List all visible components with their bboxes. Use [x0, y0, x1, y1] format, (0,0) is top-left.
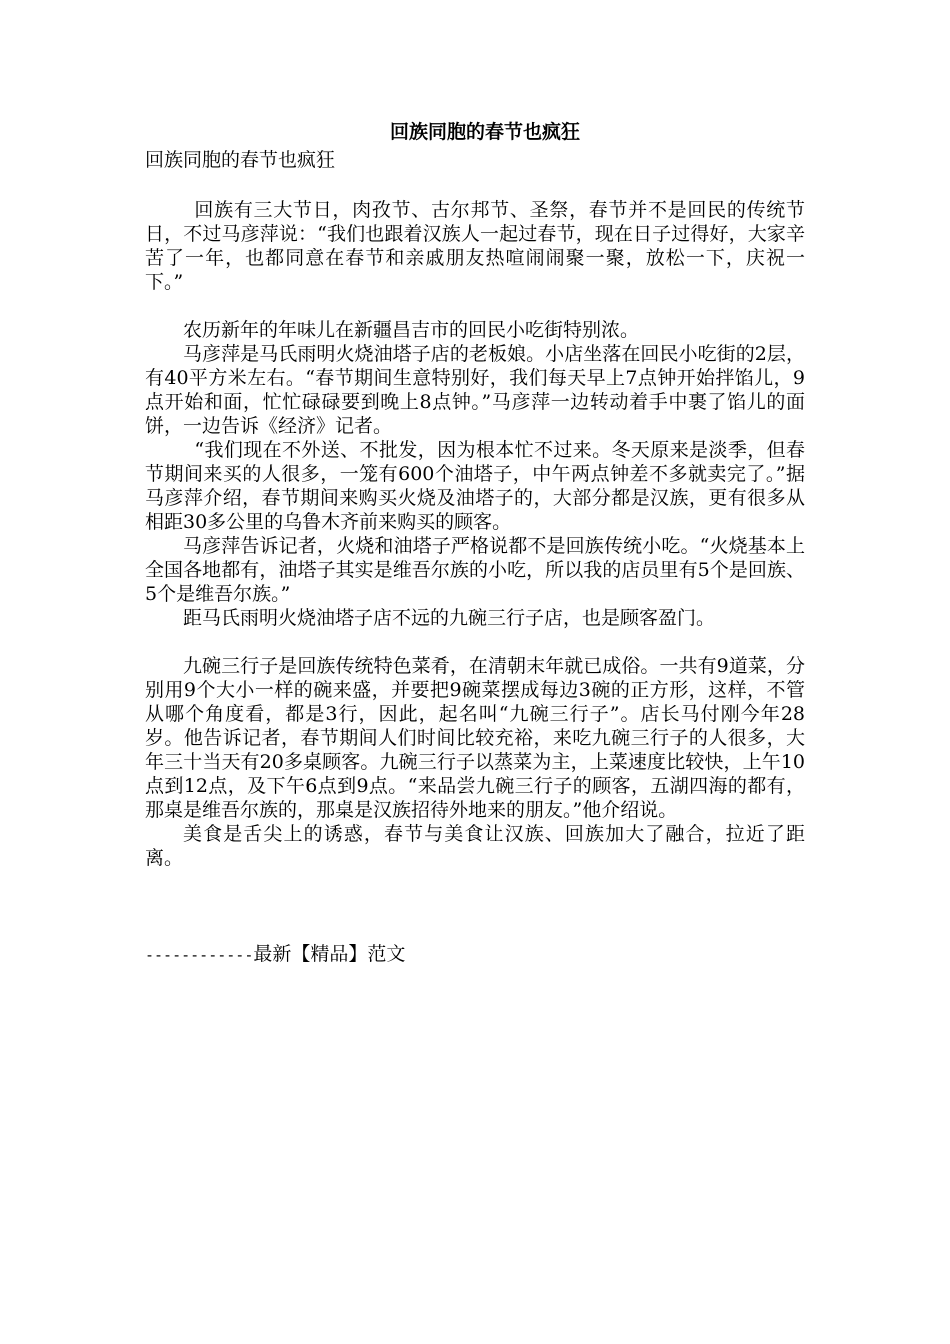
paragraph-5: 马彦萍告诉记者，火烧和油塔子严格说都不是回族传统小吃。“火烧基本上全国各地都有，油塔子其实是维吾尔族的小吃，所以我的店员里有5个是回族、5个是维吾尔族。”	[145, 535, 805, 605]
spacer	[145, 870, 805, 894]
paragraph-4: “我们现在不外送、不批发，因为根本忙不过来。冬天原来是淡季，但春节期间来买的人很多，一笼有600个油塔子，中午两点钟差不多就卖完了。”据马彦萍介绍，春节期间来购买火烧及油塔子的，大部分都是汉族，更有很多从相距30多公里的乌鲁木齐前来购买的顾客。	[145, 439, 805, 533]
spacer	[145, 630, 805, 654]
paragraph-2: 农历新年的年味儿在新疆昌吉市的回民小吃街特别浓。	[183, 319, 640, 341]
footer-text: 最新【精品】范文	[253, 943, 406, 965]
footer-dashes: ------------	[145, 946, 254, 964]
spacer	[145, 918, 805, 942]
document-title: 回族同胞的春节也疯狂	[389, 121, 580, 143]
footer-line	[145, 942, 805, 967]
spacer	[145, 294, 805, 318]
paragraph-7: 九碗三行子是回族传统特色菜肴，在清朝末年就已成俗。一共有9道菜，分别用9个大小一样的碗来盛，并要把9碗菜摆成每边3碗的正方形，这样，不管从哪个角度看，都是3行，因此，起名叫“九碗三行子”。店长马付刚今年28岁。他告诉记者，春节期间人们时间比较充裕，来吃九碗三行子的人很多，大年三十当天有20多桌顾客。九碗三行子以蒸菜为主，上菜速度比较快，上午10点到12点，及下午6点到9点。“来品尝九碗三行子的顾客，五湖四海的都有，那桌是维吾尔族的，那桌是汉族招待外地来的朋友。”他介绍说。	[145, 655, 805, 821]
document-page	[145, 118, 805, 967]
spacer	[145, 174, 805, 198]
spacer	[145, 894, 805, 918]
paragraph-6: 距马氏雨明火烧油塔子店不远的九碗三行子店，也是顾客盈门。	[183, 607, 716, 629]
document-subtitle: 回族同胞的春节也疯狂	[145, 149, 336, 171]
paragraph-1: 回族有三大节日，肉孜节、古尔邦节、圣祭，春节并不是回民的传统节日，不过马彦萍说：“我们也跟着汉族人一起过春节，现在日子过得好，大家辛苦了一年，也都同意在春节和亲戚朋友热喧闹闹聚一聚，放松一下，庆祝一下。”	[145, 199, 805, 293]
paragraph-3: 马彦萍是马氏雨明火烧油塔子店的老板娘。小店坐落在回民小吃街的2层，有40平方米左右。“春节期间生意特别好，我们每天早上7点钟开始拌馅儿，9点开始和面，忙忙碌碌要到晚上8点钟。”马彦萍一边转动着手中裹了馅儿的面饼，一边告诉《经济》记者。	[145, 343, 805, 437]
paragraph-8: 美食是舌尖上的诱惑，春节与美食让汉族、回族加大了融合，拉近了距离。	[145, 823, 805, 869]
